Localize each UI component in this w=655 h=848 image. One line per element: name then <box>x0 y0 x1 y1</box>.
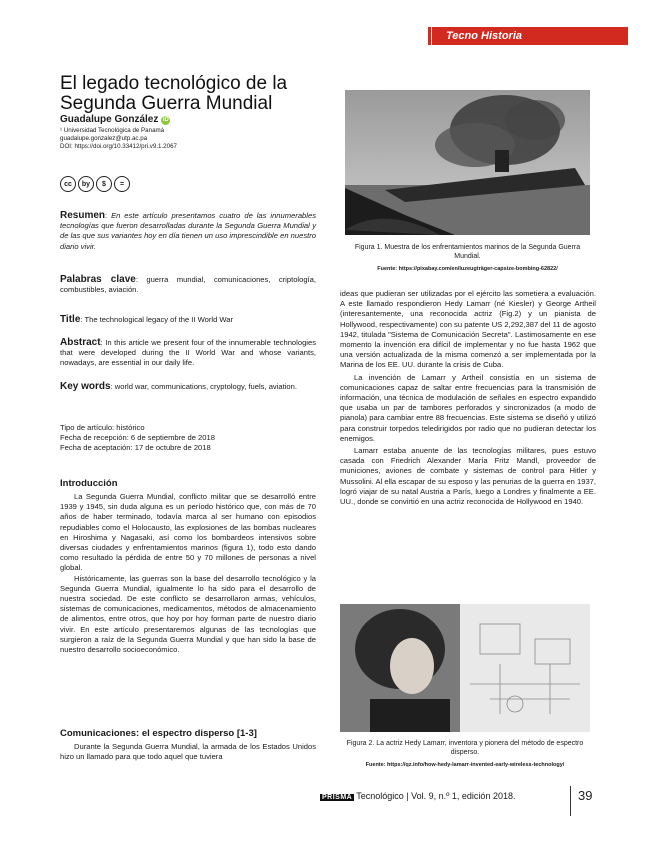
noncommercial-icon: $ <box>96 176 112 192</box>
figure-1-source[interactable]: Fuente: https://pixabay.com/en/luzeugträger-capsize-bombing-62822/ <box>377 266 558 272</box>
footer: PRISMA Tecnológico | Vol. 9, n.º 1, edición 2018. <box>322 791 516 801</box>
figure-2-caption: Figura 2. La actriz Hedy Lamarr, inventora y pionera del método de espectro disperso. <box>346 740 584 756</box>
orcid-icon[interactable]: iD <box>162 117 169 123</box>
comm-heading: Comunicaciones: el espectro disperso [1-3] <box>60 728 257 739</box>
doi-link[interactable]: DOI: https://doi.org/10.33412/pri.v9.1.2067 <box>60 143 177 151</box>
warship-photo <box>345 90 590 235</box>
footer-divider <box>570 786 571 816</box>
section-tag-accent <box>428 27 431 45</box>
resumen: Resumen: En este artículo presentamos cuatro de las innumerables tecnologías que fueron desarrolladas durante la Segunda Guerra Mundial y de las que sus variantes hoy en día tienen un uso imprescindible en nuestro diario vivir. <box>60 210 316 251</box>
keywords: Key words: world war, communications, cryptology, fuels, aviation. <box>60 381 297 392</box>
column-2-body: ideas que pudieran ser utilizadas por el ejército las sometiera a evaluación. A este llamado respondieron Hedy Lamarr (né Kiesler) y George Artheil (interesantemente, una reconocida actriz (Fig.2) y un pianista de Hollywood, respectivamente) con su patente US 2,292,387 del 11 de agosto 1942, titulada "Sistema de Comunicación Secreta". Lastimosamente en ese momento la invención era difícil de implementar y no fue hasta 1962 que una versión actualizada de la misma comenzó a ser implementada por la Marina de los EE. UU. durante la crisis de Cuba. La invención de Lamarr y Artheil consistía en un sistema de comunicaciones capaz de saltar entre frecuencias para la transmisión de información, una técnica de modulación de señales en espectro expandido que usaba un par de tambores perforados y sincronizados (a modo de pianola) para cambiar entre 88 frecuencias. Este sistema se diseñó y utilizó para construir torpedos teledirigidos por radio que no pudieran detectar los enemigos. Lamarr estaba anuente de las tecnologías militares, pues estuvo casada con Friedrich Alexander María Fritz Mandl, proveedor de municiones, aviones de combate y sistemas de control para Hitler y Mussolini. Al ella escapar de su esposo y las penurias de la guerra en 1937, logró viajar de su natal Austria a París, luego a Londres y finalmente a EE. UU., donde se convirtió en una actriz reconocida de Hollywood en 1940. <box>340 289 596 507</box>
author-meta <box>60 127 177 152</box>
affiliation: ¹ Universidad Tecnológica de Panamá <box>60 127 165 134</box>
title-en: Title: The technological legacy of the II World War <box>60 314 234 325</box>
email[interactable]: guadalupe.gonzalez@utp.ac.pa <box>60 135 148 143</box>
section-tag: Tecno Historia <box>432 27 628 45</box>
article-title: El legado tecnológico de la Segunda Guerra Mundial <box>60 73 288 114</box>
intro-body: La Segunda Guerra Mundial, conflicto militar que se desarrolló entre 1939 y 1945, sin duda alguna es un período histórico que, con más de 70 años de haber terminado, todavía marca al ser humano con episodios repudiables como el Holocausto, las explosiones de las bombas nucleares en Hiroshima y Nagasaki, así como los bombardeos intensivos sobre diversas ciudades y enfrentamientos marinos (figura 1), todo esto dando como resultado la pérdida de entre 50 y 70 millones de personas a nivel global. Históricamente, las guerras son la base del desarrollo tecnológico y la Segunda Guerra Mundial, igualmente lo ha sido para el desarrollo de nuestra sociedad. De este conflicto se desarrollaron armas, vehículos, sistemas de comunicaciones, medicamentos, métodos de almacenamiento de alimentos, entre otros, que hoy por hoy forman parte de nuestro diario vivir. En este artículo presentaremos algunas de las tecnologías que surgieron a raíz de la Segunda Guerra Mundial y que han sido la base de nuestro desarrollo socioeconómico. <box>60 492 316 655</box>
journal-logo: PRISMA <box>322 794 353 801</box>
intro-heading: Introducción <box>60 478 118 489</box>
figure-1-photo <box>345 90 590 235</box>
hedy-lamarr-photo <box>340 604 590 732</box>
article-dates: Tipo de artículo: histórico Fecha de recepción: 6 de septiembre de 2018 Fecha de aceptación: 17 de octubre de 2018 <box>60 423 215 453</box>
palabras-clave: Palabras clave: guerra mundial, comunicaciones, criptología, combustibles, aviación. <box>60 274 316 295</box>
comm-body: Durante la Segunda Guerra Mundial, la armada de los Estados Unidos hizo un llamado para que todo aquel que tuviera <box>60 742 316 762</box>
attribution-icon: by <box>78 176 94 192</box>
license-badge[interactable] <box>60 176 130 192</box>
cc-icon: cc <box>60 176 76 192</box>
figure-1-caption: Figura 1. Muestra de los enfrentamientos marinos de la Segunda Guerra Mundial. <box>354 244 581 260</box>
noderivs-icon: = <box>114 176 130 192</box>
page-number: 39 <box>578 788 593 803</box>
abstract: Abstract: In this article we present four of the innumerable technologies that were developed during the II World War and whose variants, nowadays, are essential in our daily life. <box>60 337 316 368</box>
figure-2-photo <box>340 604 590 732</box>
figure-2-source[interactable]: Fuente: https://qz.info/how-hedy-lamarr-invented-early-wireless-technology/ <box>365 762 565 768</box>
author: Guadalupe González iD <box>60 114 169 125</box>
